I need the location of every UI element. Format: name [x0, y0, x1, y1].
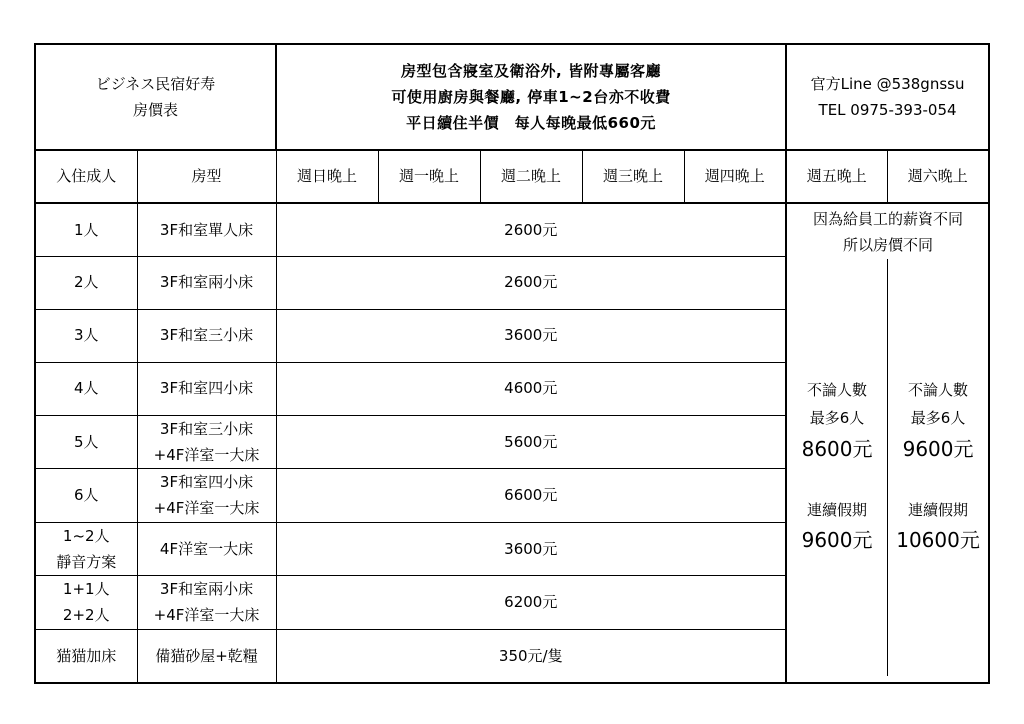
- notice-line-2: 可使用廚房與餐廳, 停車1~2台亦不收費: [391, 87, 671, 106]
- guest-count-line-2: 靜音方案: [56, 552, 117, 571]
- room-type: 備猫砂屋+乾糧: [137, 629, 276, 683]
- friday-price: 8600元: [801, 436, 873, 461]
- notice-line-1: 房型包含寢室及衛浴外, 皆附專屬客廳: [401, 61, 661, 80]
- saturday-rates: [888, 259, 988, 676]
- guest-count: 2人: [35, 256, 137, 309]
- column-header-row: [35, 150, 989, 203]
- guest-count-line-2: 2+2人: [62, 606, 110, 625]
- guest-count-line-1: 1+1人: [62, 580, 110, 598]
- room-type-line-1: 3F和室三小床: [159, 419, 254, 438]
- friday-rates: [787, 259, 888, 676]
- guest-count: 5人: [35, 415, 137, 469]
- contact-block: [786, 44, 989, 150]
- friday-holiday-price: 9600元: [801, 528, 873, 553]
- room-type: [137, 576, 276, 630]
- sheet-title: 房價表: [132, 101, 178, 119]
- friday-note-2: 最多6人: [809, 408, 865, 427]
- saturday-note-2: 最多6人: [910, 408, 966, 427]
- weekday-price: 6600元: [276, 469, 786, 523]
- business-title: [35, 44, 276, 150]
- room-type: 3F和室單人床: [137, 203, 276, 256]
- weekday-price: 6200元: [276, 576, 786, 630]
- room-type-line-2: +4F洋室一大床: [153, 445, 260, 464]
- table-row: [35, 203, 989, 256]
- rate-sheet: [34, 43, 988, 681]
- weekday-price: 3600元: [276, 522, 786, 576]
- col-tue: 週二晚上: [480, 150, 582, 203]
- col-room-type: 房型: [137, 150, 276, 203]
- notice-line-3: 平日續住半價 每人每晚最低660元: [406, 114, 656, 133]
- weekend-block: [786, 203, 989, 683]
- room-type: 3F和室兩小床: [137, 256, 276, 309]
- room-type: 3F和室三小床: [137, 309, 276, 362]
- weekday-price: 2600元: [276, 203, 786, 256]
- col-sun: 週日晚上: [276, 150, 378, 203]
- col-guests: 入住成人: [35, 150, 137, 203]
- friday-rate-block: [787, 377, 887, 556]
- saturday-rate-block: [888, 377, 988, 556]
- weekday-price: 4600元: [276, 362, 786, 415]
- room-type: [137, 469, 276, 523]
- saturday-note-1: 不論人數: [908, 381, 969, 399]
- guest-count: [35, 522, 137, 576]
- saturday-holiday-label: 連續假期: [908, 500, 969, 519]
- room-type-line-1: 3F和室四小床: [159, 473, 254, 491]
- guest-count: 6人: [35, 469, 137, 523]
- weekday-price: 350元/隻: [276, 629, 786, 683]
- weekend-reason: [787, 206, 989, 259]
- col-thu: 週四晚上: [684, 150, 786, 203]
- phone-contact: TEL 0975-393-054: [818, 101, 957, 119]
- guest-count: [35, 576, 137, 630]
- line-contact: 官方Line @538gnssu: [810, 74, 965, 93]
- title-row: [35, 44, 989, 150]
- col-wed: 週三晚上: [582, 150, 684, 203]
- col-fri: 週五晚上: [786, 150, 887, 203]
- business-name: ビジネス民宿好寿: [95, 74, 216, 93]
- col-sat: 週六晚上: [887, 150, 989, 203]
- room-type: 4F洋室一大床: [137, 522, 276, 576]
- friday-note-1: 不論人數: [807, 381, 868, 399]
- saturday-price: 9600元: [902, 436, 974, 461]
- guest-count: 3人: [35, 309, 137, 362]
- room-type: 3F和室四小床: [137, 362, 276, 415]
- room-type-line-2: +4F洋室一大床: [153, 499, 260, 518]
- guest-count-line-1: 1~2人: [62, 526, 110, 545]
- guest-count: 4人: [35, 362, 137, 415]
- weekday-price: 5600元: [276, 415, 786, 469]
- weekday-price: 2600元: [276, 256, 786, 309]
- room-type-line-1: 3F和室兩小床: [159, 580, 254, 598]
- guest-count: 1人: [35, 203, 137, 256]
- weekday-price: 3600元: [276, 309, 786, 362]
- friday-holiday-label: 連續假期: [807, 500, 868, 519]
- rate-table: [34, 43, 990, 684]
- room-type: [137, 415, 276, 469]
- col-mon: 週一晚上: [378, 150, 480, 203]
- notice-block: [276, 44, 786, 150]
- guest-count: 猫猫加床: [35, 629, 137, 683]
- saturday-holiday-price: 10600元: [896, 528, 980, 553]
- weekend-reason-line-2: 所以房價不同: [843, 236, 934, 255]
- room-type-line-2: +4F洋室一大床: [153, 606, 260, 625]
- weekend-reason-line-1: 因為給員工的薪資不同: [813, 210, 964, 228]
